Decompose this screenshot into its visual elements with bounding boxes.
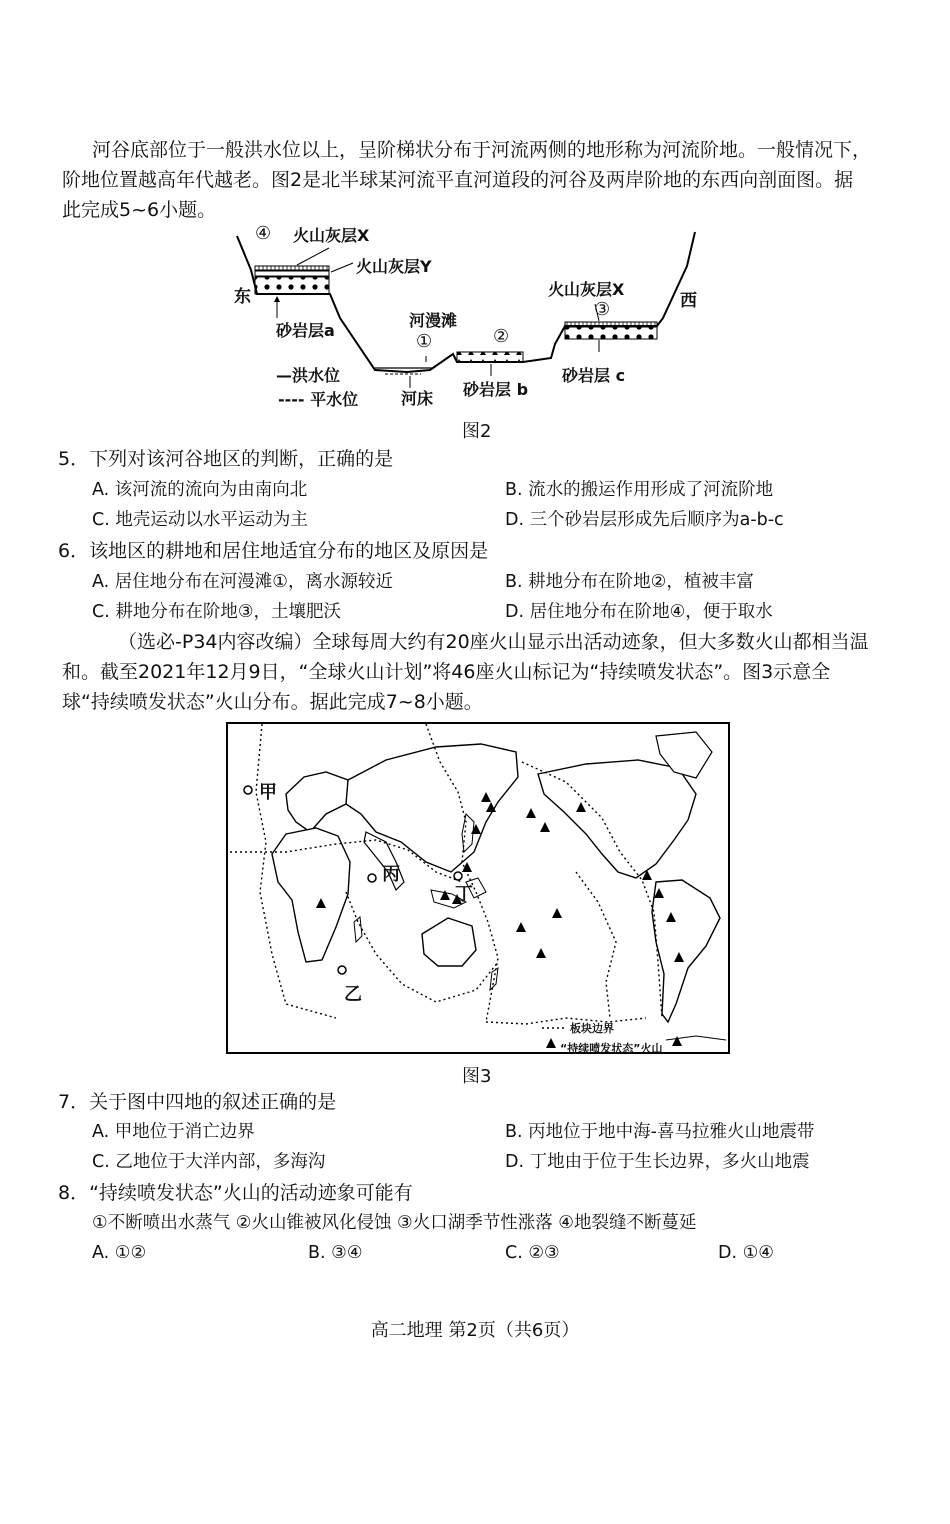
question-8-stem: 8．“持续喷发状态”火山的活动迹象可能有 [58, 1182, 413, 1204]
map-label-bing: 丙 [382, 864, 400, 885]
question-7-option-c[interactable]: C. 乙地位于大洋内部，多海沟 [92, 1152, 326, 1172]
question-5-stem: 5．下列对该河谷地区的判断，正确的是 [58, 448, 394, 470]
label-ash-x-top: 火山灰层X [293, 226, 370, 245]
map-legend-volcano: “持续喷发状态”火山 [560, 1042, 663, 1055]
question-5-option-c[interactable]: C. 地壳运动以水平运动为主 [92, 510, 308, 530]
question-5-option-d[interactable]: D. 三个砂岩层形成先后顺序为a-b-c [505, 510, 784, 530]
map-label-ding: 丁 [455, 884, 473, 905]
question-8-option-c[interactable]: C. ②③ [505, 1243, 560, 1263]
sandstone-a [255, 277, 329, 294]
valley-profile-line [237, 232, 695, 372]
ash-layer-y-terrace-4 [255, 271, 329, 276]
label-flood-level: —洪水位 [276, 366, 341, 385]
label-sandstone-b: 砂岩层 b [463, 380, 529, 399]
question-6-option-b[interactable]: B. 耕地分布在阶地②，植被丰富 [505, 572, 754, 592]
question-8-items: ①不断喷出水蒸气 ②火山锥被风化侵蚀 ③火口湖季节性涨落 ④地裂缝不断蔓延 [92, 1213, 697, 1233]
label-east: 东 [234, 287, 251, 307]
intro-paragraph-7-8: （选必-P34内容改编）全球每周大约有20座火山显示出活动迹象，但大多数火山都相当温和。截至2021年12月9日，“全球火山计划”将46座火山标记为“持续喷发状态”。图3示意全球“持续喷发状态”火山分布。据此完成7~8小题。 [62, 631, 869, 713]
figure-2-caption: 图2 [462, 421, 492, 442]
question-5-option-b[interactable]: B. 流水的搬运作用形成了河流阶地 [505, 480, 774, 500]
question-5-option-a[interactable]: A. 该河流的流向为由南向北 [92, 480, 308, 500]
question-7-option-d[interactable]: D. 丁地由于位于生长边界，多火山地震 [505, 1152, 810, 1172]
question-6-stem: 6．该地区的耕地和居住地适宜分布的地区及原因是 [58, 540, 489, 562]
label-floodplain: 河漫滩 [409, 311, 458, 330]
figure-3-world-volcano-map [226, 722, 730, 1054]
question-6-option-c[interactable]: C. 耕地分布在阶地③，土壤肥沃 [92, 602, 342, 622]
label-terrace-2: ② [493, 326, 510, 347]
map-label-yi: 乙 [344, 984, 362, 1005]
label-normal-level: ---- 平水位 [278, 390, 359, 409]
ash-layer-x-terrace-3 [565, 322, 657, 326]
question-8-option-d[interactable]: D. ①④ [718, 1243, 774, 1263]
sandstone-c [565, 327, 657, 339]
intro-paragraph-5-6: 河谷底部位于一般洪水位以上，呈阶梯状分布于河流两侧的地形称为河流阶地。一般情况下，阶地位置越高年代越老。图2是北半球某河流平直河道段的河谷及两岸阶地的东西向剖面图。据此完成5~6小题。 [62, 139, 872, 221]
label-ash-x-right: 火山灰层X [548, 280, 625, 299]
question-7-option-b[interactable]: B. 丙地位于地中海-喜马拉雅火山地震带 [505, 1122, 815, 1142]
question-6-option-a[interactable]: A. 居住地分布在河漫滩①，离水源较近 [92, 572, 393, 592]
question-7-stem: 7．关于图中四地的叙述正确的是 [58, 1091, 337, 1113]
question-6-option-d[interactable]: D. 居住地分布在阶地④，便于取水 [505, 602, 773, 622]
ash-layer-x-terrace-4 [255, 266, 329, 270]
label-terrace-4: ④ [255, 223, 272, 244]
label-ash-y: 火山灰层Y [356, 257, 432, 276]
label-sandstone-a: 砂岩层a [276, 321, 335, 340]
question-8-option-a[interactable]: A. ①② [92, 1243, 147, 1263]
page-footer: 高二地理 第2页（共6页） [370, 1320, 580, 1341]
label-west: 西 [680, 291, 697, 311]
map-legend-boundary: 板块边界 [570, 1022, 614, 1035]
figure-3-caption: 图3 [462, 1066, 492, 1087]
label-floodplain-1: ① [416, 331, 433, 352]
label-riverbed: 河床 [401, 389, 434, 408]
question-7-option-a[interactable]: A. 甲地位于消亡边界 [92, 1122, 255, 1142]
question-8-option-b[interactable]: B. ③④ [308, 1243, 363, 1263]
sandstone-b [457, 352, 523, 362]
label-sandstone-c: 砂岩层 c [562, 366, 626, 385]
map-label-jia: 甲 [259, 782, 277, 803]
label-terrace-3: ③ [594, 299, 611, 320]
